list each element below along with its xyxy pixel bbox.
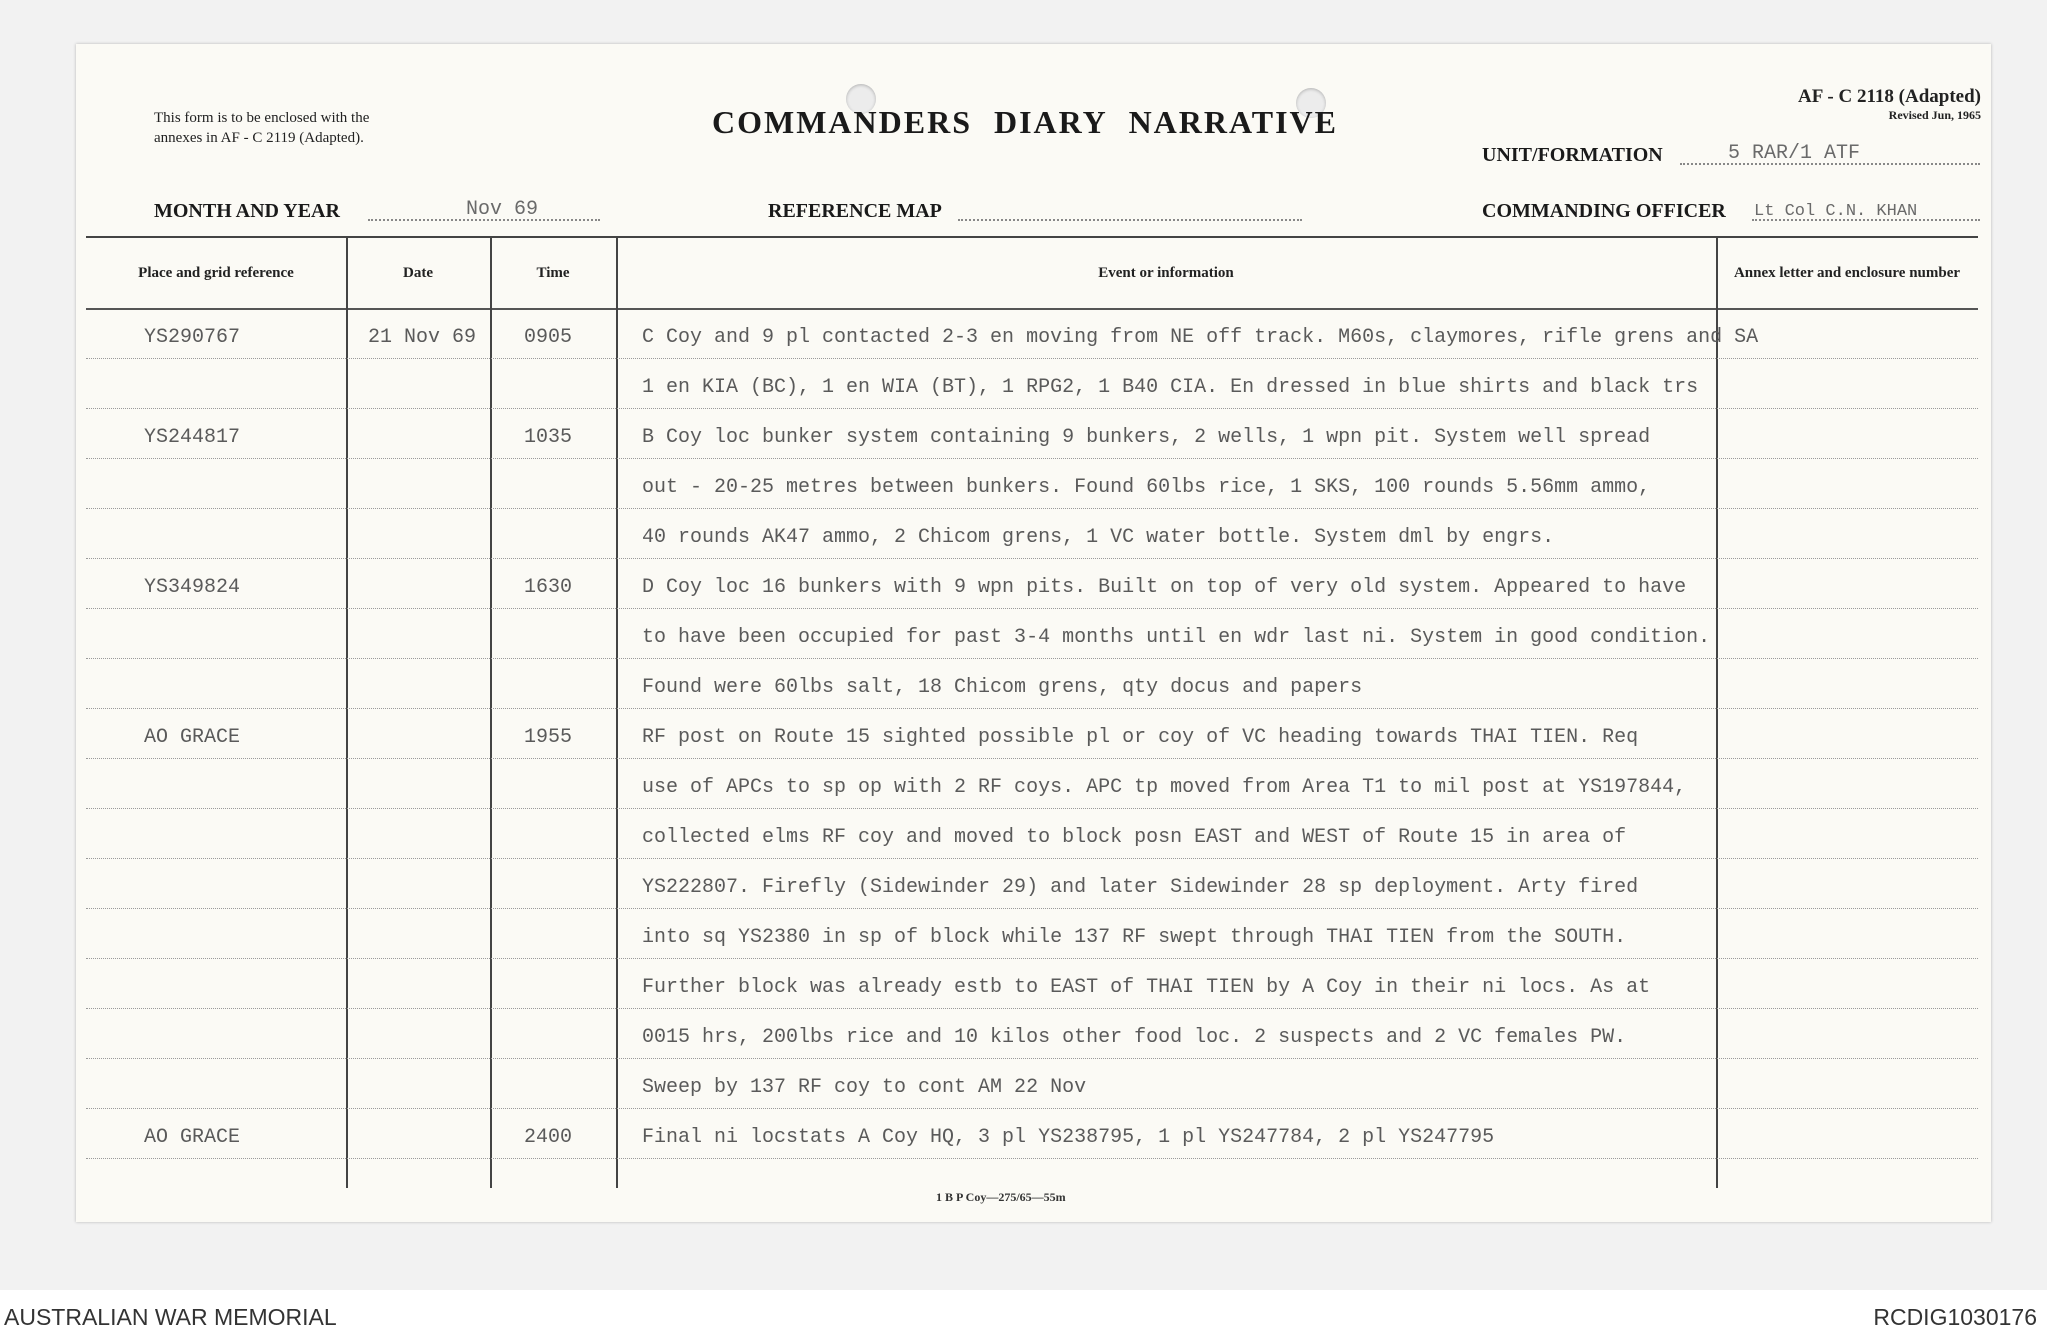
co-label: COMMANDING OFFICER [1482, 200, 1726, 222]
cell-event: into sq YS2380 in sp of block while 137 RF swept through THAI TIEN from the SOUTH. [642, 926, 1627, 949]
cell-event: D Coy loc 16 bunkers with 9 wpn pits. Built on top of very old system. Appeared to have [642, 576, 1687, 599]
table-row [86, 1108, 1978, 1109]
co-value: Lt Col C.N. KHAN [1754, 202, 1918, 221]
cell-event: use of APCs to sp op with 2 RF coys. APC tp moved from Area T1 to mil post at YS197844, [642, 776, 1687, 799]
cell-event: Further block was already estb to EAST of THAI TIEN by A Coy in their ni locs. As at [642, 976, 1651, 999]
cell-time: 1955 [524, 726, 573, 749]
cell-place: YS244817 [144, 426, 241, 449]
month-label: MONTH AND YEAR [154, 200, 340, 222]
diary-table [86, 236, 1978, 1188]
col-header-place: Place and grid reference [86, 238, 346, 310]
cell-event: B Coy loc bunker system containing 9 bunkers, 2 wells, 1 wpn pit. System well spread [642, 426, 1651, 449]
cell-place: YS290767 [144, 326, 241, 349]
cell-event: collected elms RF coy and moved to block posn EAST and WEST of Route 15 in area of [642, 826, 1627, 849]
co-field [1482, 200, 1918, 223]
column-divider [490, 238, 492, 1188]
table-row [86, 708, 1978, 709]
cell-event: YS222807. Firefly (Sidewinder 29) and later Sidewinder 28 sp deployment. Arty fired [642, 876, 1639, 899]
form-title: COMMANDERS DIARY NARRATIVE [712, 104, 1338, 140]
table-row [86, 908, 1978, 909]
archive-name: AUSTRALIAN WAR MEMORIAL [4, 1304, 337, 1330]
cell-time: 1630 [524, 576, 573, 599]
unit-value: 5 RAR/1 ATF [1728, 142, 1861, 165]
cell-place: AO GRACE [144, 726, 241, 749]
cell-time: 0905 [524, 326, 573, 349]
cell-time: 2400 [524, 1126, 573, 1149]
table-row [86, 608, 1978, 609]
form-revised: Revised Jun, 1965 [1888, 108, 1981, 122]
archive-bar [0, 1290, 2047, 1338]
cell-event: RF post on Route 15 sighted possible pl or coy of VC heading towards THAI TIEN. Req [642, 726, 1639, 749]
cell-date: 21 Nov 69 [368, 326, 477, 349]
unit-field [1482, 142, 1861, 167]
cell-event: C Coy and 9 pl contacted 2-3 en moving from NE off track. M60s, claymores, rifle grens and SA [642, 326, 1759, 349]
table-row [86, 758, 1978, 759]
map-dotted-line [958, 219, 1302, 221]
table-row [86, 1058, 1978, 1059]
col-header-time: Time [490, 238, 616, 310]
form-code-block [1798, 86, 1981, 123]
cell-event: 0015 hrs, 200lbs rice and 10 kilos other food loc. 2 suspects and 2 VC females PW. [642, 1026, 1627, 1049]
cell-event: Found were 60lbs salt, 18 Chicom grens, qty docus and papers [642, 676, 1363, 699]
table-row [86, 558, 1978, 559]
table-row [86, 408, 1978, 409]
col-header-annex: Annex letter and enclosure number [1716, 238, 1978, 310]
cell-place: YS349824 [144, 576, 241, 599]
table-row [86, 958, 1978, 959]
table-row [86, 358, 1978, 359]
cell-event: out - 20-25 metres between bunkers. Found 60lbs rice, 1 SKS, 100 rounds 5.56mm ammo, [642, 476, 1651, 499]
table-row [86, 808, 1978, 809]
map-field [768, 200, 942, 223]
cell-place: AO GRACE [144, 1126, 241, 1149]
enclosure-note-line: This form is to be enclosed with the [154, 110, 370, 126]
map-label: REFERENCE MAP [768, 200, 942, 222]
table-row [86, 858, 1978, 859]
column-divider [1716, 238, 1718, 1188]
form-sheet [76, 44, 1991, 1222]
cell-event: Sweep by 137 RF coy to cont AM 22 Nov [642, 1076, 1087, 1099]
cell-event: 40 rounds AK47 ammo, 2 Chicom grens, 1 VC water bottle. System dml by engrs. [642, 526, 1555, 549]
cell-event: 1 en KIA (BC), 1 en WIA (BT), 1 RPG2, 1 B40 CIA. En dressed in blue shirts and black trs [642, 376, 1699, 399]
enclosure-note-line: annexes in AF - C 2119 (Adapted). [154, 130, 364, 146]
table-row [86, 658, 1978, 659]
cell-event: to have been occupied for past 3-4 months until en wdr last ni. System in good condition. [642, 626, 1711, 649]
table-row [86, 508, 1978, 509]
archive-id: RCDIG1030176 [1873, 1304, 2037, 1330]
col-header-date: Date [346, 238, 490, 310]
month-value: Nov 69 [466, 198, 539, 221]
table-row [86, 1158, 1978, 1159]
column-divider [346, 238, 348, 1188]
col-header-event: Event or information [616, 238, 1716, 310]
enclosure-note [154, 108, 369, 148]
month-field [154, 198, 539, 223]
unit-label: UNIT/FORMATION [1482, 144, 1663, 166]
table-row [86, 1008, 1978, 1009]
form-code: AF - C 2118 (Adapted) [1798, 86, 1981, 107]
table-row [86, 458, 1978, 459]
cell-event: Final ni locstats A Coy HQ, 3 pl YS238795, 1 pl YS247784, 2 pl YS247795 [642, 1126, 1495, 1149]
print-footer: 1 B P Coy—275/65—55m [936, 1190, 1066, 1204]
column-divider [616, 238, 618, 1188]
cell-time: 1035 [524, 426, 573, 449]
